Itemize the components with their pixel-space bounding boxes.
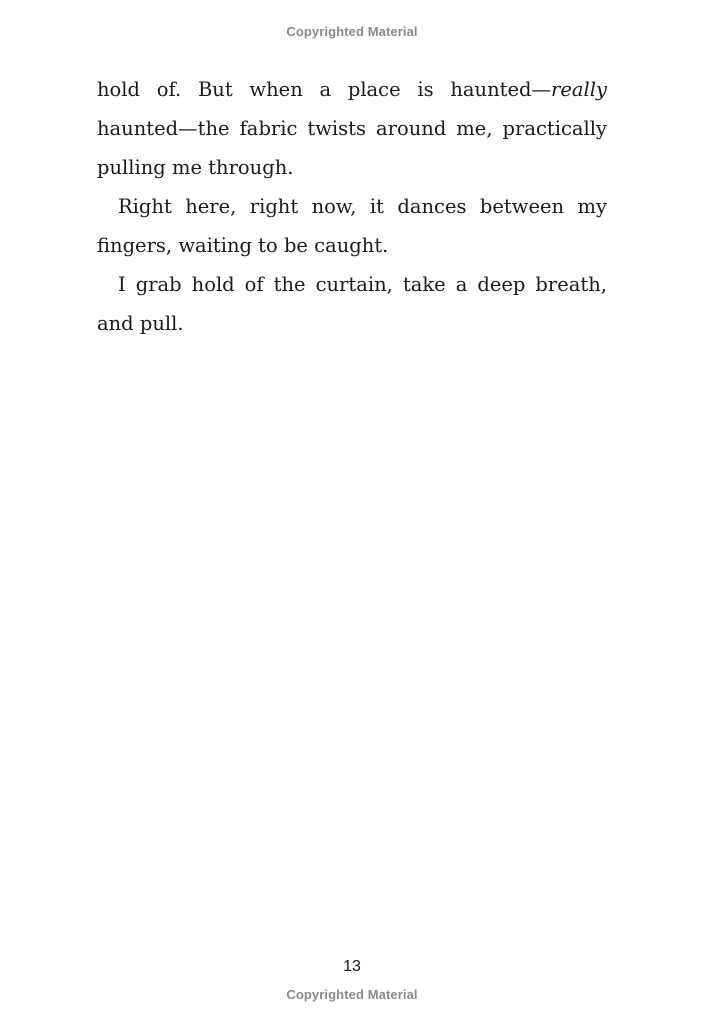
paragraph-2: Right here, right now, it dances between my fingers, waiting to be caught. — [97, 195, 607, 257]
copyright-watermark-bottom: Copyrighted Material — [286, 987, 418, 1002]
page-number: 13 — [343, 958, 361, 975]
paragraph-1-text-end: haunted—the fabric twists around me, practically pulling me through. — [97, 117, 607, 179]
paragraph-1-text-start: hold of. But when a place is haunted— — [97, 78, 552, 101]
page-body — [97, 70, 607, 343]
paragraph-1-emphasis: really — [551, 78, 607, 101]
paragraph-1 — [97, 70, 607, 187]
copyright-watermark-top: Copyrighted Material — [286, 24, 418, 39]
paragraph-3: I grab hold of the curtain, take a deep breath, and pull. — [97, 273, 607, 335]
